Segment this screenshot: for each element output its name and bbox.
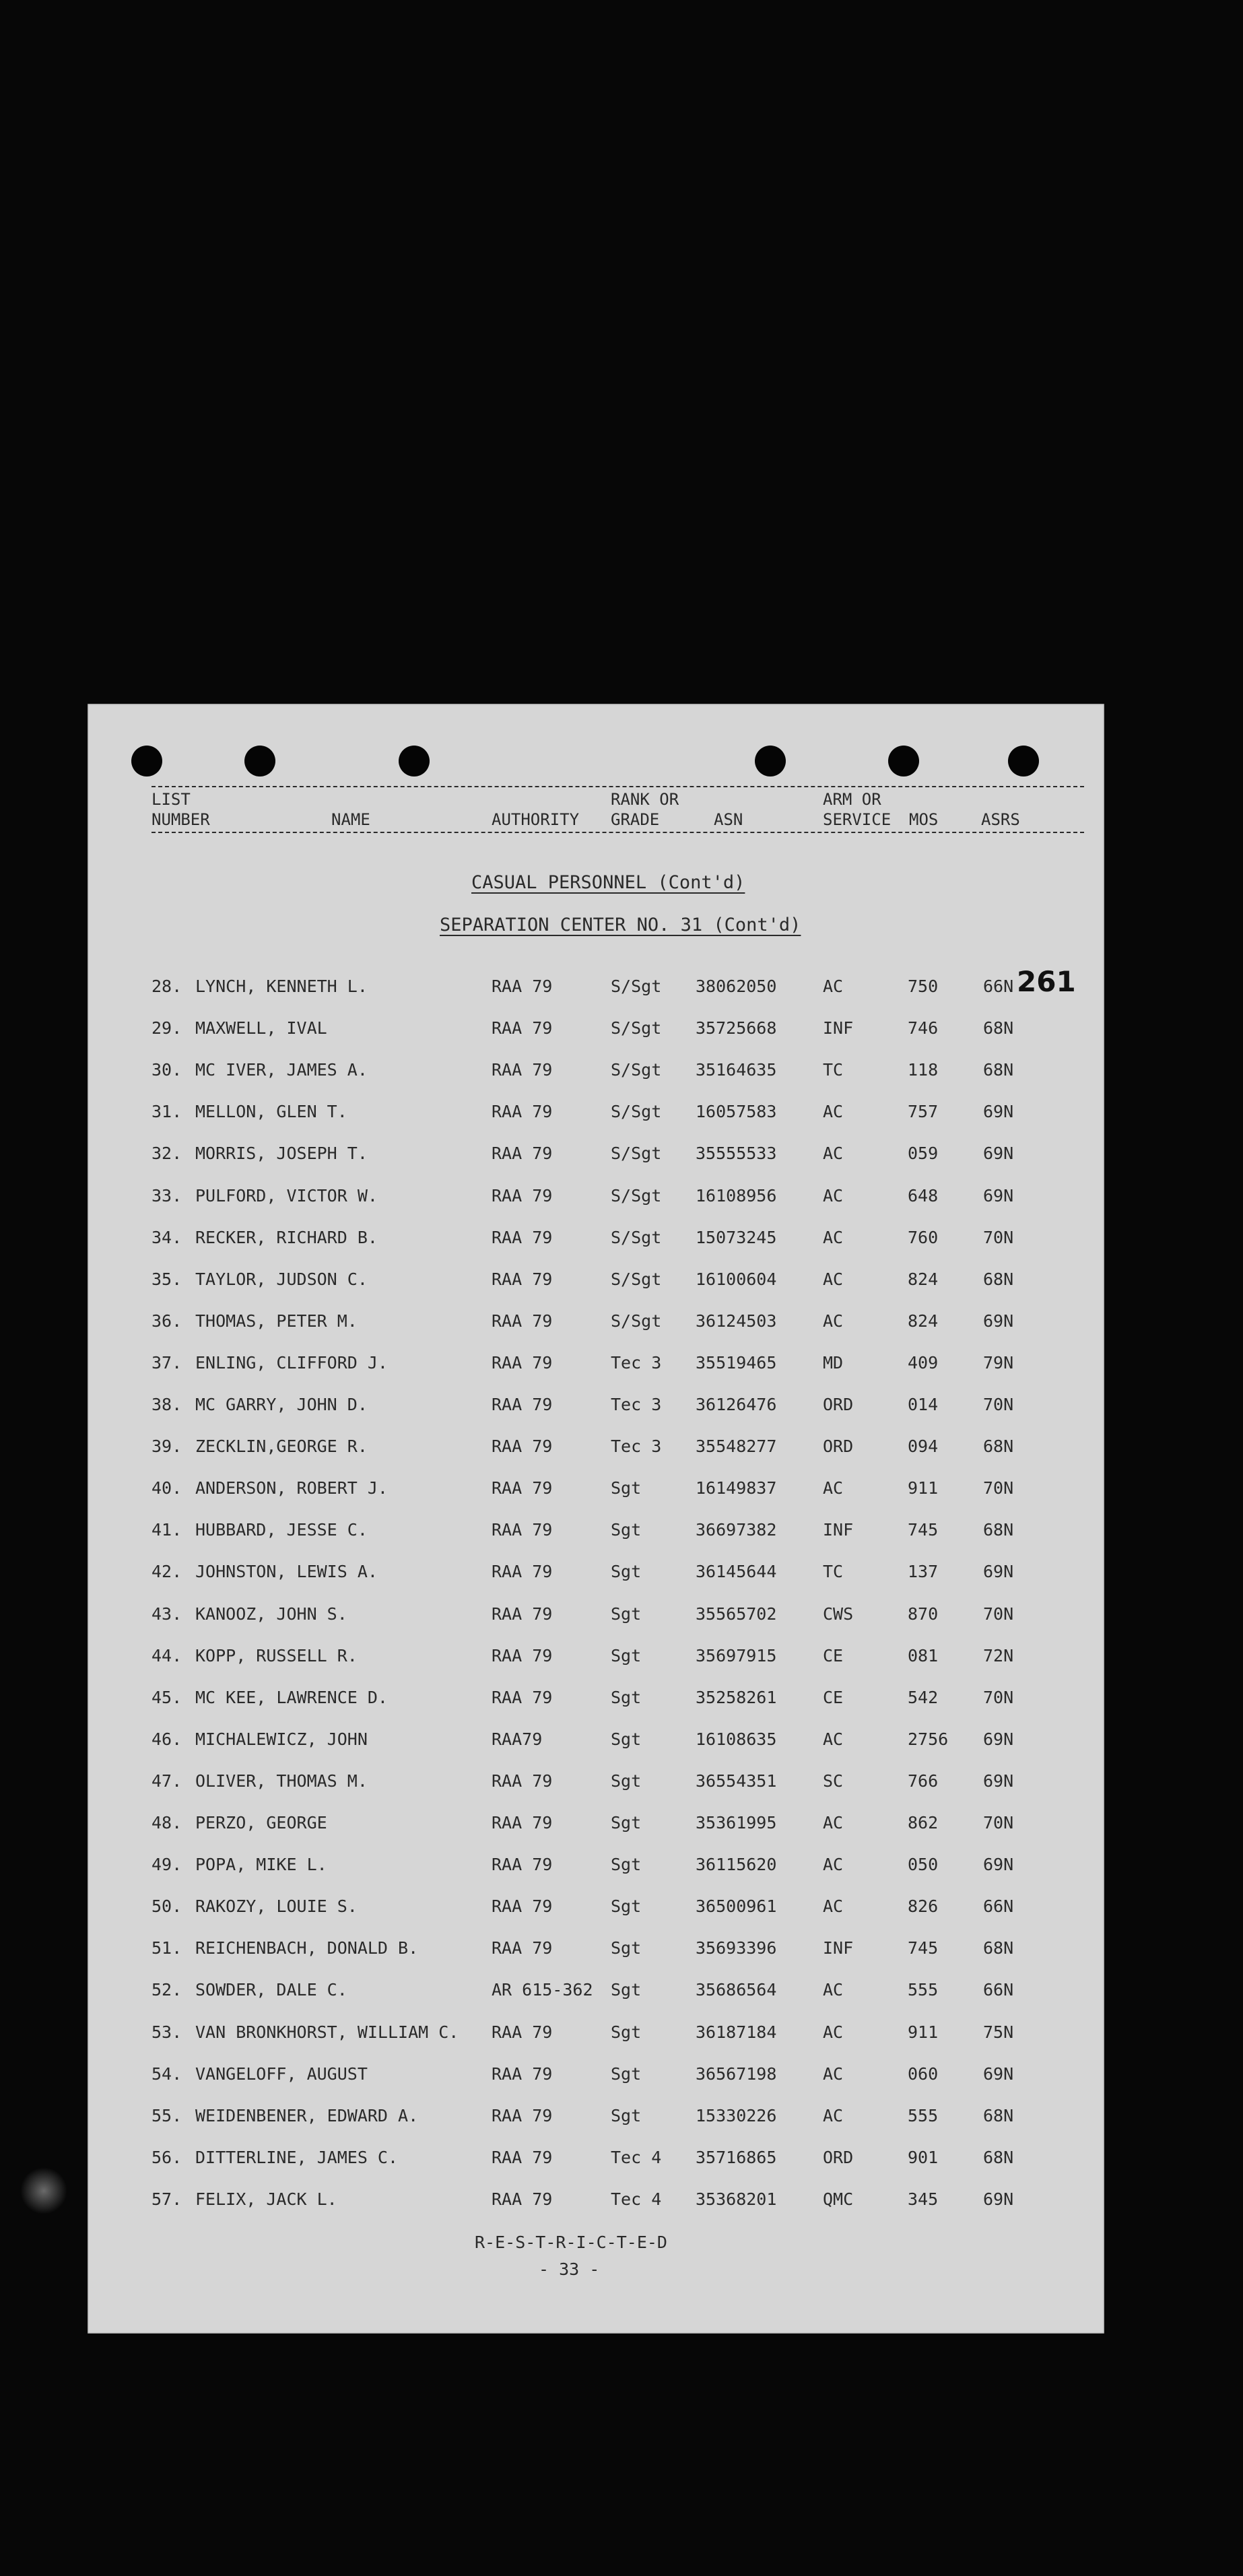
asn-cell: 35565702 — [696, 1604, 777, 1624]
asn-cell: 16100604 — [696, 1269, 777, 1289]
mos-cell: 911 — [908, 2022, 939, 2042]
mos-cell: 059 — [908, 1144, 939, 1164]
rank-cell: Sgt — [611, 2022, 642, 2042]
asrs-cell: 66N — [983, 977, 1014, 996]
name-cell: VAN BRONKHORST, WILLIAM C. — [195, 2022, 459, 2042]
asn-cell: 15073245 — [696, 1227, 777, 1247]
asrs-cell: 68N — [983, 1938, 1014, 1958]
list-number: 48. — [152, 1813, 182, 1832]
list-number: 47. — [152, 1771, 182, 1791]
asrs-cell: 70N — [983, 1687, 1014, 1707]
arm-service-cell: INF — [823, 1520, 854, 1540]
asn-cell: 35716865 — [696, 2147, 777, 2167]
arm-service-cell: AC — [823, 1227, 844, 1247]
table-row — [88, 2106, 1104, 2133]
mos-cell: 542 — [908, 1687, 939, 1707]
asn-cell: 36697382 — [696, 1520, 777, 1540]
mos-cell: 824 — [908, 1311, 939, 1331]
arm-service-cell: AC — [823, 2063, 844, 2084]
table-row — [88, 1478, 1104, 1505]
rank-cell: S/Sgt — [611, 977, 662, 996]
arm-service-cell: INF — [823, 1938, 854, 1958]
list-number: 36. — [152, 1311, 182, 1331]
authority-cell: RAA 79 — [492, 1311, 553, 1331]
list-number: 43. — [152, 1604, 182, 1624]
header-grade-label: GRADE — [611, 810, 660, 829]
asrs-cell: 68N — [983, 1436, 1014, 1457]
section-title: CASUAL PERSONNEL (Cont'd) — [471, 872, 745, 893]
arm-service-cell: ORD — [823, 2147, 854, 2167]
table-row — [88, 2148, 1104, 2175]
table-row — [88, 1855, 1104, 1882]
asrs-cell: 69N — [983, 1562, 1014, 1582]
asn-cell: 36187184 — [696, 2022, 777, 2042]
arm-service-cell: AC — [823, 2105, 844, 2125]
rank-cell: S/Sgt — [611, 1018, 662, 1038]
name-cell: WEIDENBENER, EDWARD A. — [195, 2105, 419, 2125]
name-cell: DITTERLINE, JAMES C. — [195, 2147, 399, 2167]
name-cell: MORRIS, JOSEPH T. — [195, 1144, 368, 1164]
asn-cell: 35693396 — [696, 1938, 777, 1958]
mos-cell: 746 — [908, 1018, 939, 1038]
table-row — [88, 2189, 1104, 2216]
name-cell: HUBBARD, JESSE C. — [195, 1520, 368, 1540]
binder-hole — [888, 746, 919, 777]
list-number: 51. — [152, 1938, 182, 1958]
mos-cell: 137 — [908, 1562, 939, 1582]
asn-cell: 35368201 — [696, 2189, 777, 2209]
authority-cell: RAA 79 — [492, 2105, 553, 2125]
rank-cell: Sgt — [611, 1896, 642, 1917]
asrs-cell: 69N — [983, 2063, 1014, 2084]
name-cell: MELLON, GLEN T. — [195, 1102, 347, 1122]
authority-cell: RAA 79 — [492, 2022, 553, 2042]
authority-cell: RAA 79 — [492, 1604, 553, 1624]
asrs-cell: 68N — [983, 2147, 1014, 2167]
name-cell: LYNCH, KENNETH L. — [195, 977, 368, 996]
asrs-cell: 69N — [983, 1185, 1014, 1206]
table-row — [88, 977, 1104, 1003]
arm-service-cell: AC — [823, 1102, 844, 1122]
rank-cell: S/Sgt — [611, 1185, 662, 1206]
mos-cell: 826 — [908, 1896, 939, 1917]
name-cell: KANOOZ, JOHN S. — [195, 1604, 347, 1624]
mos-cell: 745 — [908, 1520, 939, 1540]
asn-cell: 38062050 — [696, 977, 777, 996]
list-number: 30. — [152, 1060, 182, 1080]
table-row — [88, 1060, 1104, 1087]
table-row — [88, 1562, 1104, 1589]
list-number: 57. — [152, 2189, 182, 2209]
name-cell: MC GARRY, JOHN D. — [195, 1395, 368, 1414]
mos-cell: 555 — [908, 1980, 939, 2000]
asrs-cell: 75N — [983, 2022, 1014, 2042]
asrs-cell: 68N — [983, 1060, 1014, 1080]
authority-cell: RAA 79 — [492, 1687, 553, 1707]
mos-cell: 050 — [908, 1855, 939, 1875]
asrs-cell: 66N — [983, 1980, 1014, 2000]
arm-service-cell: AC — [823, 1311, 844, 1331]
mos-cell: 901 — [908, 2147, 939, 2167]
rank-cell: S/Sgt — [611, 1060, 662, 1080]
authority-cell: RAA 79 — [492, 1896, 553, 1917]
arm-service-cell: AC — [823, 1729, 844, 1749]
authority-cell: AR 615-362 — [492, 1980, 593, 2000]
authority-cell: RAA 79 — [492, 1227, 553, 1247]
list-number: 39. — [152, 1436, 182, 1457]
asrs-cell: 69N — [983, 1729, 1014, 1749]
asn-cell: 36567198 — [696, 2063, 777, 2084]
name-cell: TAYLOR, JUDSON C. — [195, 1269, 368, 1289]
mos-cell: 870 — [908, 1604, 939, 1624]
header-rank-label: RANK OR — [611, 790, 679, 809]
name-cell: THOMAS, PETER M. — [195, 1311, 358, 1331]
arm-service-cell: AC — [823, 1980, 844, 2000]
header-service-label: SERVICE — [823, 810, 892, 829]
table-row — [88, 1102, 1104, 1129]
rank-cell: Sgt — [611, 1771, 642, 1791]
mos-cell: 060 — [908, 2063, 939, 2084]
name-cell: JOHNSTON, LEWIS A. — [195, 1562, 378, 1582]
mos-cell: 014 — [908, 1395, 939, 1414]
subsection-title: SEPARATION CENTER NO. 31 (Cont'd) — [440, 915, 801, 935]
asrs-cell: 68N — [983, 1520, 1014, 1540]
asn-cell: 35519465 — [696, 1352, 777, 1373]
authority-cell: RAA 79 — [492, 1395, 553, 1414]
asrs-cell: 79N — [983, 1352, 1014, 1373]
asn-cell: 35725668 — [696, 1018, 777, 1038]
header-authority-label: AUTHORITY — [492, 810, 580, 829]
mos-cell: 766 — [908, 1771, 939, 1791]
list-number: 46. — [152, 1729, 182, 1749]
name-cell: REICHENBACH, DONALD B. — [195, 1938, 419, 1958]
header-asrs-label: ASRS — [981, 810, 1020, 829]
asrs-cell: 70N — [983, 1227, 1014, 1247]
list-number: 37. — [152, 1352, 182, 1373]
rank-cell: Sgt — [611, 1938, 642, 1958]
arm-service-cell: QMC — [823, 2189, 854, 2209]
arm-service-cell: AC — [823, 977, 844, 996]
name-cell: VANGELOFF, AUGUST — [195, 2063, 368, 2084]
name-cell: RAKOZY, LOUIE S. — [195, 1896, 358, 1917]
name-cell: MC IVER, JAMES A. — [195, 1060, 368, 1080]
asrs-cell: 72N — [983, 1645, 1014, 1665]
list-number: 28. — [152, 977, 182, 996]
binder-hole — [755, 746, 786, 777]
asrs-cell: 69N — [983, 1144, 1014, 1164]
arm-service-cell: CWS — [823, 1604, 854, 1624]
table-row — [88, 1144, 1104, 1170]
table-row — [88, 1980, 1104, 2007]
mos-cell: 862 — [908, 1813, 939, 1832]
mos-cell: 409 — [908, 1352, 939, 1373]
list-number: 35. — [152, 1269, 182, 1289]
arm-service-cell: ORD — [823, 1395, 854, 1414]
binder-hole — [131, 746, 162, 777]
name-cell: PERZO, GEORGE — [195, 1813, 327, 1832]
name-cell: OLIVER, THOMAS M. — [195, 1771, 368, 1791]
list-number: 40. — [152, 1478, 182, 1498]
asn-cell: 15330226 — [696, 2105, 777, 2125]
list-number: 44. — [152, 1645, 182, 1665]
table-row — [88, 1604, 1104, 1631]
list-number: 38. — [152, 1395, 182, 1414]
table-row — [88, 1813, 1104, 1840]
asrs-cell: 69N — [983, 1102, 1014, 1122]
header-mos-label: MOS — [909, 810, 939, 829]
authority-cell: RAA 79 — [492, 1102, 553, 1122]
mos-cell: 750 — [908, 977, 939, 996]
scan-blemish — [20, 2167, 67, 2214]
authority-cell: RAA 79 — [492, 1938, 553, 1958]
authority-cell: RAA 79 — [492, 1478, 553, 1498]
mos-cell: 118 — [908, 1060, 939, 1080]
table-row — [88, 1018, 1104, 1045]
asn-cell: 35164635 — [696, 1060, 777, 1080]
table-row — [88, 1311, 1104, 1338]
asrs-cell: 70N — [983, 1478, 1014, 1498]
authority-cell: RAA 79 — [492, 1855, 553, 1875]
rank-cell: Tec 4 — [611, 2189, 662, 2209]
header-asn-label: ASN — [714, 810, 743, 829]
rank-cell: Tec 3 — [611, 1352, 662, 1373]
mos-cell: 094 — [908, 1436, 939, 1457]
table-row — [88, 1186, 1104, 1213]
authority-cell: RAA 79 — [492, 1813, 553, 1832]
authority-cell: RAA 79 — [492, 1060, 553, 1080]
rank-cell: Sgt — [611, 1520, 642, 1540]
arm-service-cell: MD — [823, 1352, 844, 1373]
mos-cell: 2756 — [908, 1729, 949, 1749]
arm-service-cell: AC — [823, 1144, 844, 1164]
asn-cell: 35555533 — [696, 1144, 777, 1164]
name-cell: ANDERSON, ROBERT J. — [195, 1478, 388, 1498]
list-number: 52. — [152, 1980, 182, 2000]
asn-cell: 36145644 — [696, 1562, 777, 1582]
binder-hole — [244, 746, 275, 777]
header-number-label: NUMBER — [152, 810, 210, 829]
rank-cell: Sgt — [611, 1980, 642, 2000]
rank-cell: Sgt — [611, 1604, 642, 1624]
asn-cell: 36115620 — [696, 1855, 777, 1875]
authority-cell: RAA 79 — [492, 1520, 553, 1540]
table-row — [88, 1436, 1104, 1463]
arm-service-cell: TC — [823, 1562, 844, 1582]
rank-cell: Sgt — [611, 1645, 642, 1665]
rank-cell: Sgt — [611, 1562, 642, 1582]
authority-cell: RAA 79 — [492, 1144, 553, 1164]
authority-cell: RAA 79 — [492, 2147, 553, 2167]
rank-cell: Tec 3 — [611, 1395, 662, 1414]
rank-cell: Sgt — [611, 1687, 642, 1707]
asrs-cell: 69N — [983, 2189, 1014, 2209]
name-cell: SOWDER, DALE C. — [195, 1980, 347, 2000]
arm-service-cell: AC — [823, 1896, 844, 1917]
mos-cell: 345 — [908, 2189, 939, 2209]
arm-service-cell: TC — [823, 1060, 844, 1080]
arm-service-cell: AC — [823, 2022, 844, 2042]
asn-cell: 35686564 — [696, 1980, 777, 2000]
arm-service-cell: AC — [823, 1813, 844, 1832]
header-list-label: LIST — [152, 790, 191, 809]
header-rule-bottom — [152, 832, 1084, 833]
arm-service-cell: AC — [823, 1855, 844, 1875]
asn-cell: 16057583 — [696, 1102, 777, 1122]
binder-hole — [1008, 746, 1039, 777]
asn-cell: 35548277 — [696, 1436, 777, 1457]
table-row — [88, 1353, 1104, 1380]
authority-cell: RAA 79 — [492, 1185, 553, 1206]
name-cell: PULFORD, VICTOR W. — [195, 1185, 378, 1206]
list-number: 56. — [152, 2147, 182, 2167]
asn-cell: 16149837 — [696, 1478, 777, 1498]
binder-hole — [399, 746, 430, 777]
rank-cell: S/Sgt — [611, 1144, 662, 1164]
table-row — [88, 1938, 1104, 1965]
asn-cell: 36124503 — [696, 1311, 777, 1331]
rank-cell: Sgt — [611, 1478, 642, 1498]
asn-cell: 35697915 — [696, 1645, 777, 1665]
list-number: 29. — [152, 1018, 182, 1038]
mos-cell: 555 — [908, 2105, 939, 2125]
authority-cell: RAA 79 — [492, 1562, 553, 1582]
footer-page-number: - 33 - — [539, 2259, 600, 2279]
asn-cell: 36500961 — [696, 1896, 777, 1917]
arm-service-cell: SC — [823, 1771, 844, 1791]
rank-cell: Tec 3 — [611, 1436, 662, 1457]
name-cell: FELIX, JACK L. — [195, 2189, 337, 2209]
authority-cell: RAA 79 — [492, 1352, 553, 1373]
authority-cell: RAA 79 — [492, 2063, 553, 2084]
list-number: 33. — [152, 1185, 182, 1206]
asrs-cell: 68N — [983, 1269, 1014, 1289]
rank-cell: Tec 4 — [611, 2147, 662, 2167]
name-cell: MAXWELL, IVAL — [195, 1018, 327, 1038]
authority-cell: RAA 79 — [492, 1645, 553, 1665]
header-rule-top — [152, 786, 1084, 787]
table-row — [88, 1228, 1104, 1255]
asrs-cell: 69N — [983, 1311, 1014, 1331]
table-row — [88, 2064, 1104, 2091]
arm-service-cell: AC — [823, 1269, 844, 1289]
rank-cell: S/Sgt — [611, 1269, 662, 1289]
asn-cell: 16108635 — [696, 1729, 777, 1749]
mos-cell: 911 — [908, 1478, 939, 1498]
asn-cell: 36554351 — [696, 1771, 777, 1791]
arm-service-cell: AC — [823, 1478, 844, 1498]
asrs-cell: 68N — [983, 1018, 1014, 1038]
name-cell: ENLING, CLIFFORD J. — [195, 1352, 388, 1373]
list-number: 53. — [152, 2022, 182, 2042]
rank-cell: Sgt — [611, 2105, 642, 2125]
arm-service-cell: CE — [823, 1687, 844, 1707]
authority-cell: RAA 79 — [492, 1771, 553, 1791]
arm-service-cell: AC — [823, 1185, 844, 1206]
rank-cell: Sgt — [611, 2063, 642, 2084]
mos-cell: 745 — [908, 1938, 939, 1958]
rank-cell: S/Sgt — [611, 1311, 662, 1331]
table-row — [88, 1520, 1104, 1547]
rank-cell: Sgt — [611, 1855, 642, 1875]
list-number: 54. — [152, 2063, 182, 2084]
mos-cell: 824 — [908, 1269, 939, 1289]
authority-cell: RAA 79 — [492, 1018, 553, 1038]
authority-cell: RAA79 — [492, 1729, 543, 1749]
name-cell: KOPP, RUSSELL R. — [195, 1645, 358, 1665]
asn-cell: 35258261 — [696, 1687, 777, 1707]
name-cell: MICHALEWICZ, JOHN — [195, 1729, 368, 1749]
asrs-cell: 70N — [983, 1604, 1014, 1624]
rank-cell: S/Sgt — [611, 1227, 662, 1247]
name-cell: POPA, MIKE L. — [195, 1855, 327, 1875]
asrs-cell: 68N — [983, 2105, 1014, 2125]
name-cell: RECKER, RICHARD B. — [195, 1227, 378, 1247]
mos-cell: 757 — [908, 1102, 939, 1122]
list-number: 50. — [152, 1896, 182, 1917]
header-arm-label: ARM OR — [823, 790, 881, 809]
list-number: 41. — [152, 1520, 182, 1540]
asn-cell: 16108956 — [696, 1185, 777, 1206]
stamp-number: 261 — [1017, 965, 1076, 998]
arm-service-cell: INF — [823, 1018, 854, 1038]
document-page — [88, 704, 1104, 2334]
name-cell: ZECKLIN,GEORGE R. — [195, 1436, 368, 1457]
asn-cell: 35361995 — [696, 1813, 777, 1832]
asrs-cell: 66N — [983, 1896, 1014, 1917]
rank-cell: Sgt — [611, 1813, 642, 1832]
list-number: 45. — [152, 1687, 182, 1707]
table-row — [88, 1269, 1104, 1296]
table-row — [88, 1896, 1104, 1923]
mos-cell: 081 — [908, 1645, 939, 1665]
asrs-cell: 69N — [983, 1771, 1014, 1791]
mos-cell: 648 — [908, 1185, 939, 1206]
authority-cell: RAA 79 — [492, 2189, 553, 2209]
asrs-cell: 70N — [983, 1395, 1014, 1414]
asn-cell: 36126476 — [696, 1395, 777, 1414]
table-row — [88, 1395, 1104, 1422]
table-row — [88, 1688, 1104, 1715]
arm-service-cell: CE — [823, 1645, 844, 1665]
authority-cell: RAA 79 — [492, 977, 553, 996]
arm-service-cell: ORD — [823, 1436, 854, 1457]
authority-cell: RAA 79 — [492, 1436, 553, 1457]
asrs-cell: 70N — [983, 1813, 1014, 1832]
list-number: 55. — [152, 2105, 182, 2125]
list-number: 34. — [152, 1227, 182, 1247]
asrs-cell: 69N — [983, 1855, 1014, 1875]
table-row — [88, 1771, 1104, 1798]
mos-cell: 760 — [908, 1227, 939, 1247]
header-name-label: NAME — [331, 810, 370, 829]
list-number: 31. — [152, 1102, 182, 1122]
rank-cell: Sgt — [611, 1729, 642, 1749]
list-number: 32. — [152, 1144, 182, 1164]
list-number: 42. — [152, 1562, 182, 1582]
table-row — [88, 1729, 1104, 1756]
name-cell: MC KEE, LAWRENCE D. — [195, 1687, 388, 1707]
rank-cell: S/Sgt — [611, 1102, 662, 1122]
authority-cell: RAA 79 — [492, 1269, 553, 1289]
table-row — [88, 2022, 1104, 2049]
table-row — [88, 1646, 1104, 1673]
list-number: 49. — [152, 1855, 182, 1875]
footer-classification: R-E-S-T-R-I-C-T-E-D — [475, 2233, 667, 2252]
